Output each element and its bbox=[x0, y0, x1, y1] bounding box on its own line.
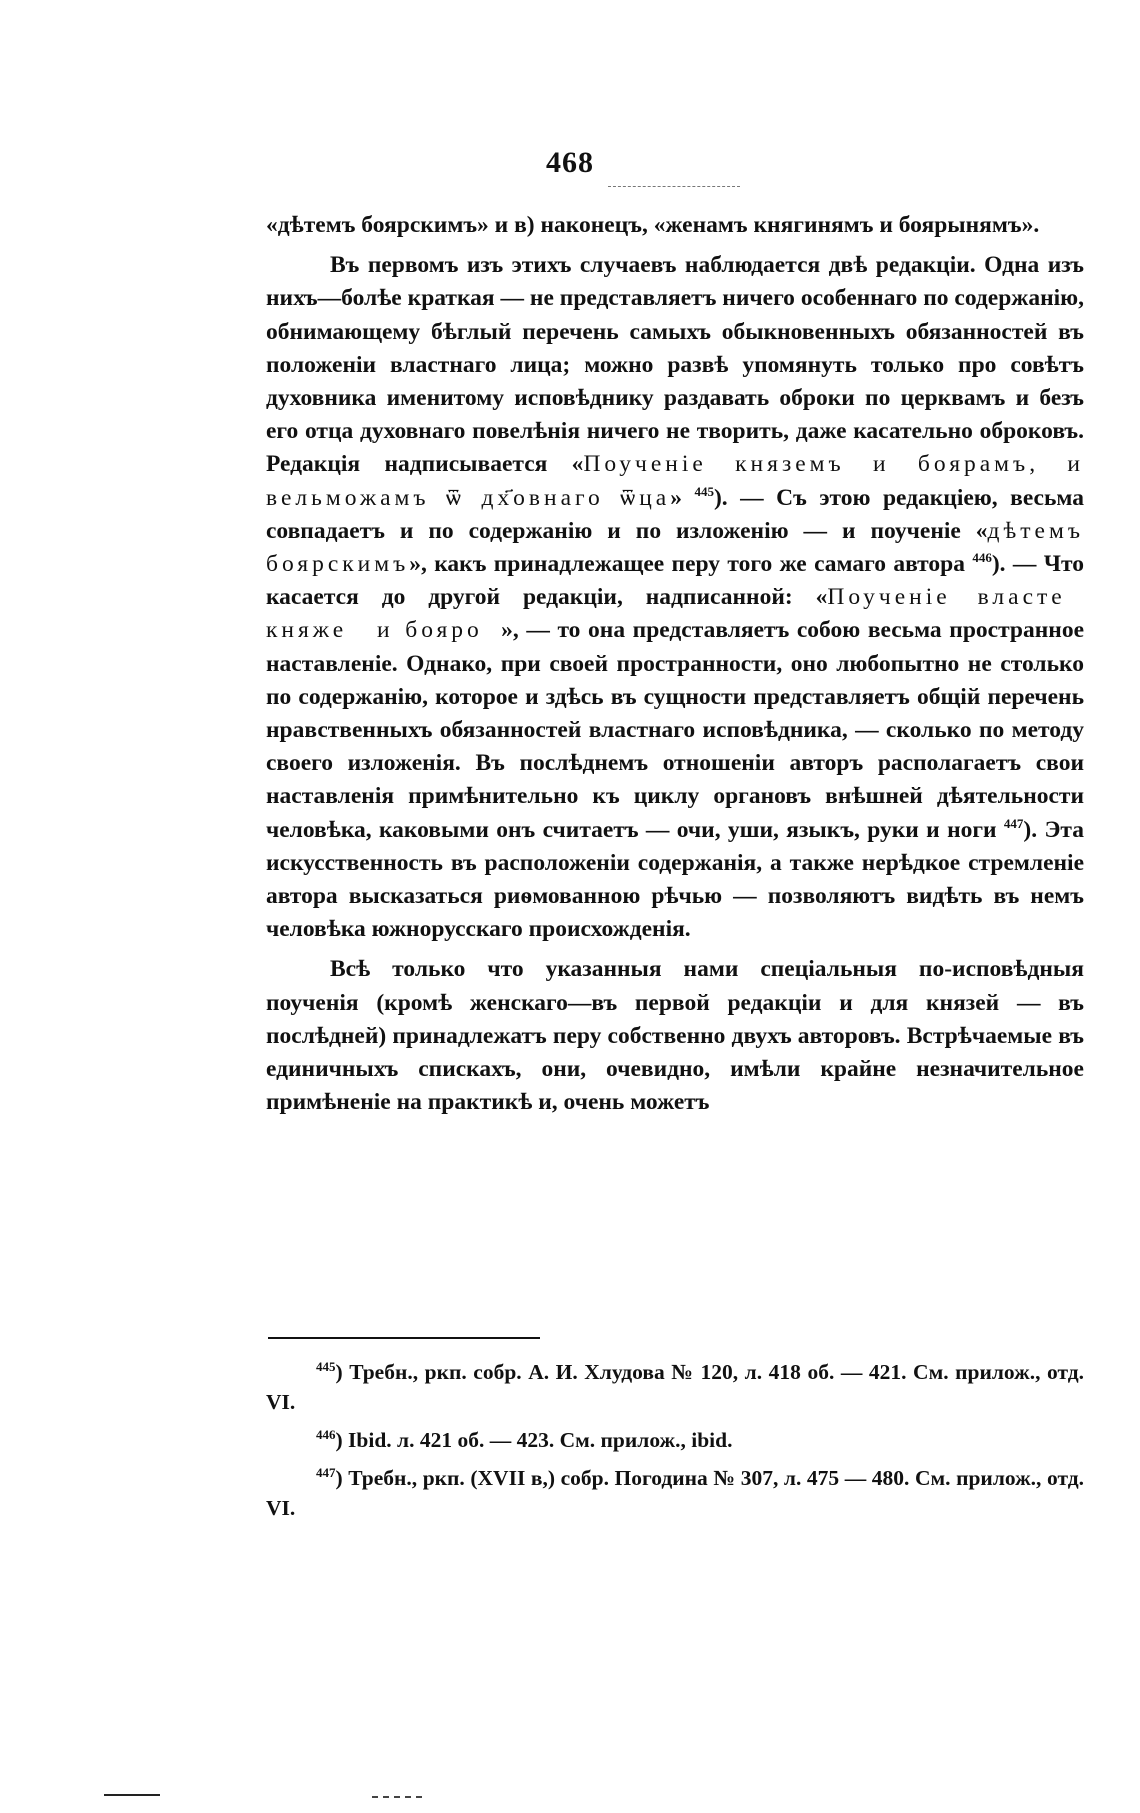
paragraph-text: Всѣ только что указанныя нами спеціальныя по-исповѣдныя поученія (кромѣ женскаго—въ первой редакціи и для князей — въ послѣдней) принадлежатъ перу собственно двухъ авторовъ. Встрѣчаемые въ единичныхъ спискахъ, они, очевидно, имѣли крайне незначительное примѣненіе на практикѣ и, очень можетъ bbox=[266, 956, 1084, 1116]
scan-edge-mark bbox=[372, 1796, 422, 1798]
page-number-underline bbox=[608, 186, 740, 187]
footnote-reference: 447 bbox=[1003, 815, 1024, 831]
footnote-separator bbox=[268, 1337, 540, 1339]
footnote-reference: 445 bbox=[694, 483, 714, 499]
paragraph bbox=[266, 209, 1084, 242]
paragraph-text: ). — Что касается до другой редакціи, надписанной: « bbox=[266, 551, 1084, 611]
page-number: 468 bbox=[546, 146, 594, 179]
footnote bbox=[266, 1357, 1084, 1417]
paragraph bbox=[266, 249, 1084, 946]
paragraph-text: ). — Съ этою редакціею, весьма совпадаетъ и по содержанію и по изложенію — и поученіе « bbox=[266, 484, 1085, 544]
paragraph-text: », какъ принадлежащее перу того же самаго автора bbox=[409, 551, 973, 578]
paragraph-text: » bbox=[670, 484, 695, 511]
footnote-text: ) Требн., ркп. (XVII в,) собр. Погодина № 307, л. 475 — 480. См. прилож., отд. VI. bbox=[266, 1466, 1084, 1520]
paragraph bbox=[266, 953, 1084, 1119]
footnote-marker: 446 bbox=[316, 1426, 336, 1442]
footnote-marker: 445 bbox=[316, 1358, 336, 1374]
quoted-title: дѣтемъ боярскимъ bbox=[266, 517, 1084, 578]
quoted-title: Поученіе властеᷬ княжеᷬ и бояроᷬ bbox=[266, 584, 1084, 644]
body-text bbox=[266, 209, 1084, 1126]
footnote bbox=[266, 1463, 1084, 1523]
quoted-title: Поученіе княземъ и боярамъ, и вельможамъ ѿ дх҃овнаго ѿца bbox=[266, 451, 1084, 511]
footnote-marker: 447 bbox=[316, 1464, 336, 1480]
scan-edge-mark bbox=[104, 1794, 160, 1796]
footnote-reference: 446 bbox=[972, 550, 992, 566]
paragraph-text: », — то она представляетъ собою весьма пространное наставленіе. Однако, при своей пространности, оно любопытно не столько по содержанію, которое и здѣсь въ сущности представляетъ общій перечень нравственныхъ обязанностей властнаго исповѣдника, — сколько по методу своего изложенія. Въ послѣднемъ отношеніи авторъ располагаетъ свои наставленія примѣнительно къ циклу органовъ внѣшней дѣятельности человѣка, каковыми онъ считаетъ — очи, уши, языкъ, руки и ноги bbox=[266, 617, 1084, 843]
paragraph-text: Въ первомъ изъ этихъ случаевъ наблюдается двѣ редакціи. Одна изъ нихъ—болѣе краткая — не представляетъ ничего особеннаго по содержанію, обнимающему бѣглый перечень самыхъ обыкновенныхъ обязанностей въ положеніи властнаго лица; можно развѣ упомянуть только про совѣтъ духовника именитому исповѣднику раздавать оброки по церквамъ и безъ его отца духовнаго повелѣнія ничего не творить, даже касательно оброковъ. Редакція надписывается « bbox=[266, 252, 1084, 478]
paragraph-text: ). Эта искусственность въ расположеніи содержанія, а также нерѣдкое стремленіе автора высказаться риѳмованною рѣчью — позволяютъ видѣть въ немъ человѣка южнорусскаго происхожденія. bbox=[266, 816, 1084, 943]
paragraph-text: «дѣтемъ боярскимъ» и в) наконецъ, «женамъ княгинямъ и боярынямъ». bbox=[266, 212, 1040, 238]
footnote-text: ) Ibid. л. 421 об. — 423. См. прилож., ibid. bbox=[335, 1428, 733, 1452]
footnotes bbox=[266, 1357, 1084, 1531]
footnote bbox=[266, 1425, 1084, 1455]
footnote-text: ) Требн., ркп. собр. А. И. Хлудова № 120, л. 418 об. — 421. См. прилож., отд. VI. bbox=[266, 1360, 1084, 1414]
